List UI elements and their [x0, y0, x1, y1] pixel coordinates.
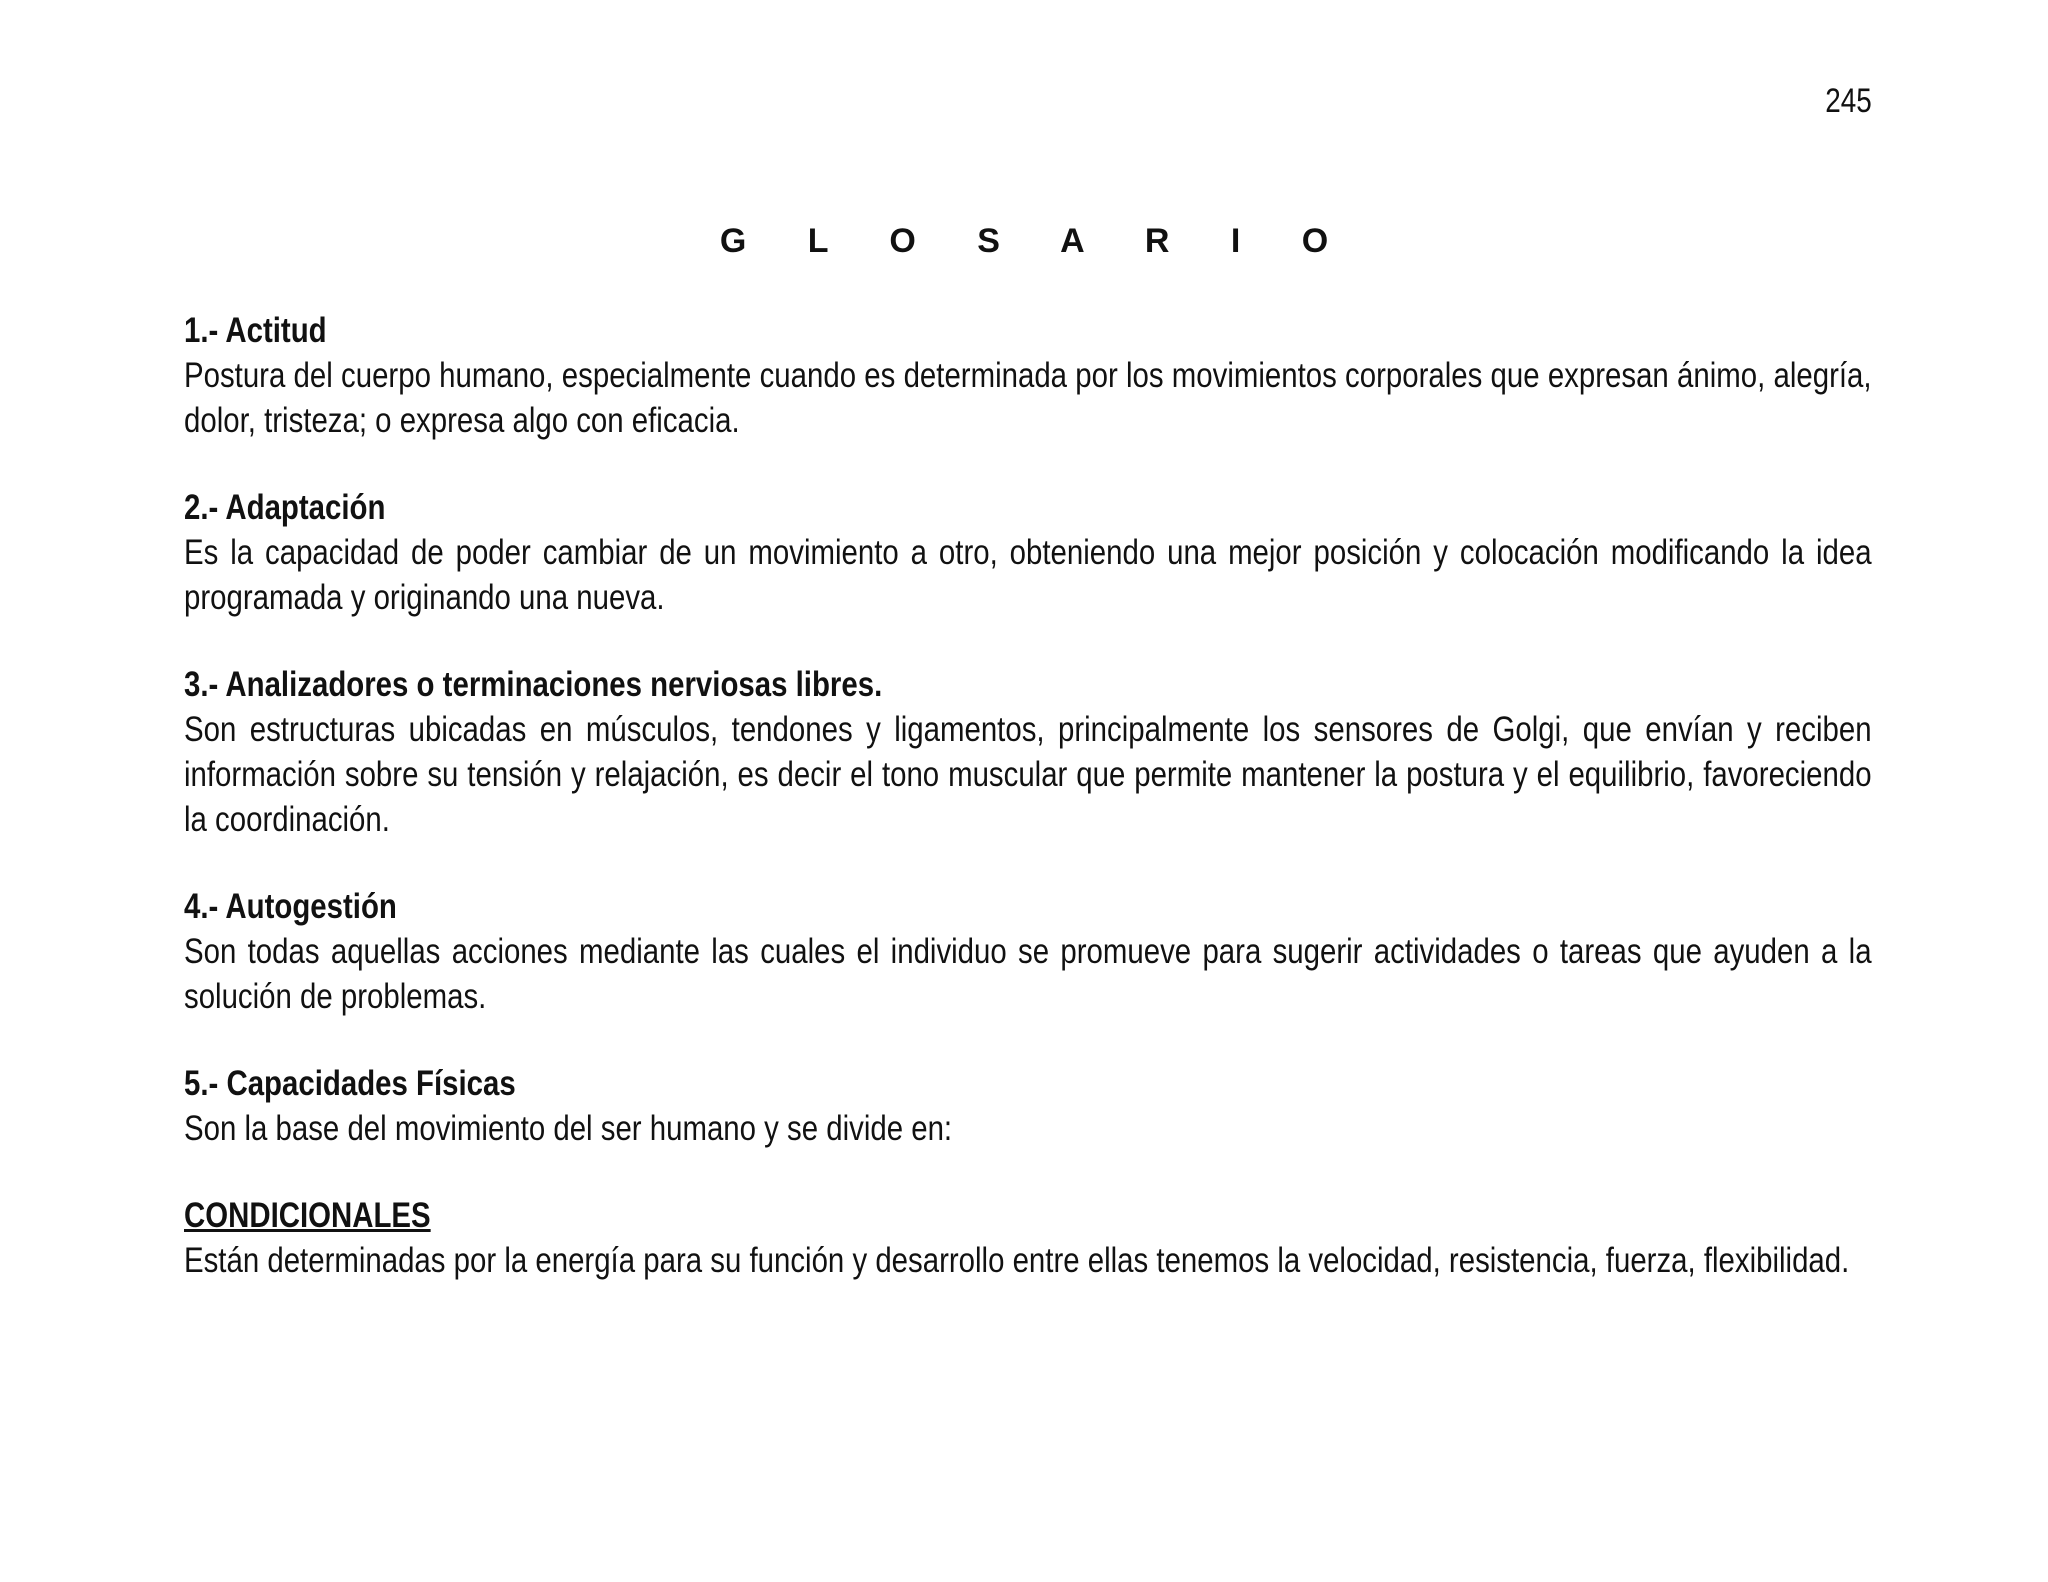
- entry-definition: Postura del cuerpo humano, especialmente cuando es determinada por los movimientos corporales que expresan ánimo, alegría, dolor, tristeza; o expresa algo con eficacia.: [184, 356, 1872, 440]
- page-number: 245: [1825, 82, 1872, 120]
- entry-term: 5.- Capacidades Físicas: [184, 1064, 516, 1103]
- entry-definition: Están determinadas por la energía para su función y desarrollo entre ellas tenemos la velocidad, resistencia, fuerza, flexibilidad.: [184, 1241, 1850, 1280]
- page-title: G L O S A R I O: [719, 222, 1355, 260]
- entry-term: 4.- Autogestión: [184, 887, 397, 926]
- glossary-entry-adaptacion: [184, 485, 1872, 620]
- glossary-entry-autogestion: [184, 884, 1872, 1019]
- glossary-entry-capacidades-fisicas: [184, 1061, 1872, 1151]
- glossary-content: [184, 308, 1872, 1325]
- entry-term: 3.- Analizadores o terminaciones nerviosas libres.: [184, 665, 883, 704]
- entry-definition: Son la base del movimiento del ser humano y se divide en:: [184, 1109, 953, 1148]
- glossary-entry-analizadores: [184, 662, 1872, 842]
- glossary-entry-condicionales: [184, 1193, 1872, 1283]
- section-heading-condicionales: CONDICIONALES: [184, 1196, 431, 1235]
- entry-definition: Son todas aquellas acciones mediante las cuales el individuo se promueve para sugerir actividades o tareas que ayuden a la solución de problemas.: [184, 932, 1872, 1016]
- entry-definition: Son estructuras ubicadas en músculos, tendones y ligamentos, principalmente los sensores de Golgi, que envían y reciben información sobre su tensión y relajación, es decir el tono muscular que permite mantener la postura y el equilibrio, favoreciendo la coordinación.: [184, 710, 1872, 839]
- glossary-entry-actitud: [184, 308, 1872, 443]
- entry-term: 1.- Actitud: [184, 311, 327, 350]
- entry-term: 2.- Adaptación: [184, 488, 386, 527]
- entry-definition: Es la capacidad de poder cambiar de un movimiento a otro, obteniendo una mejor posición y colocación modificando la idea programada y originando una nueva.: [184, 533, 1872, 617]
